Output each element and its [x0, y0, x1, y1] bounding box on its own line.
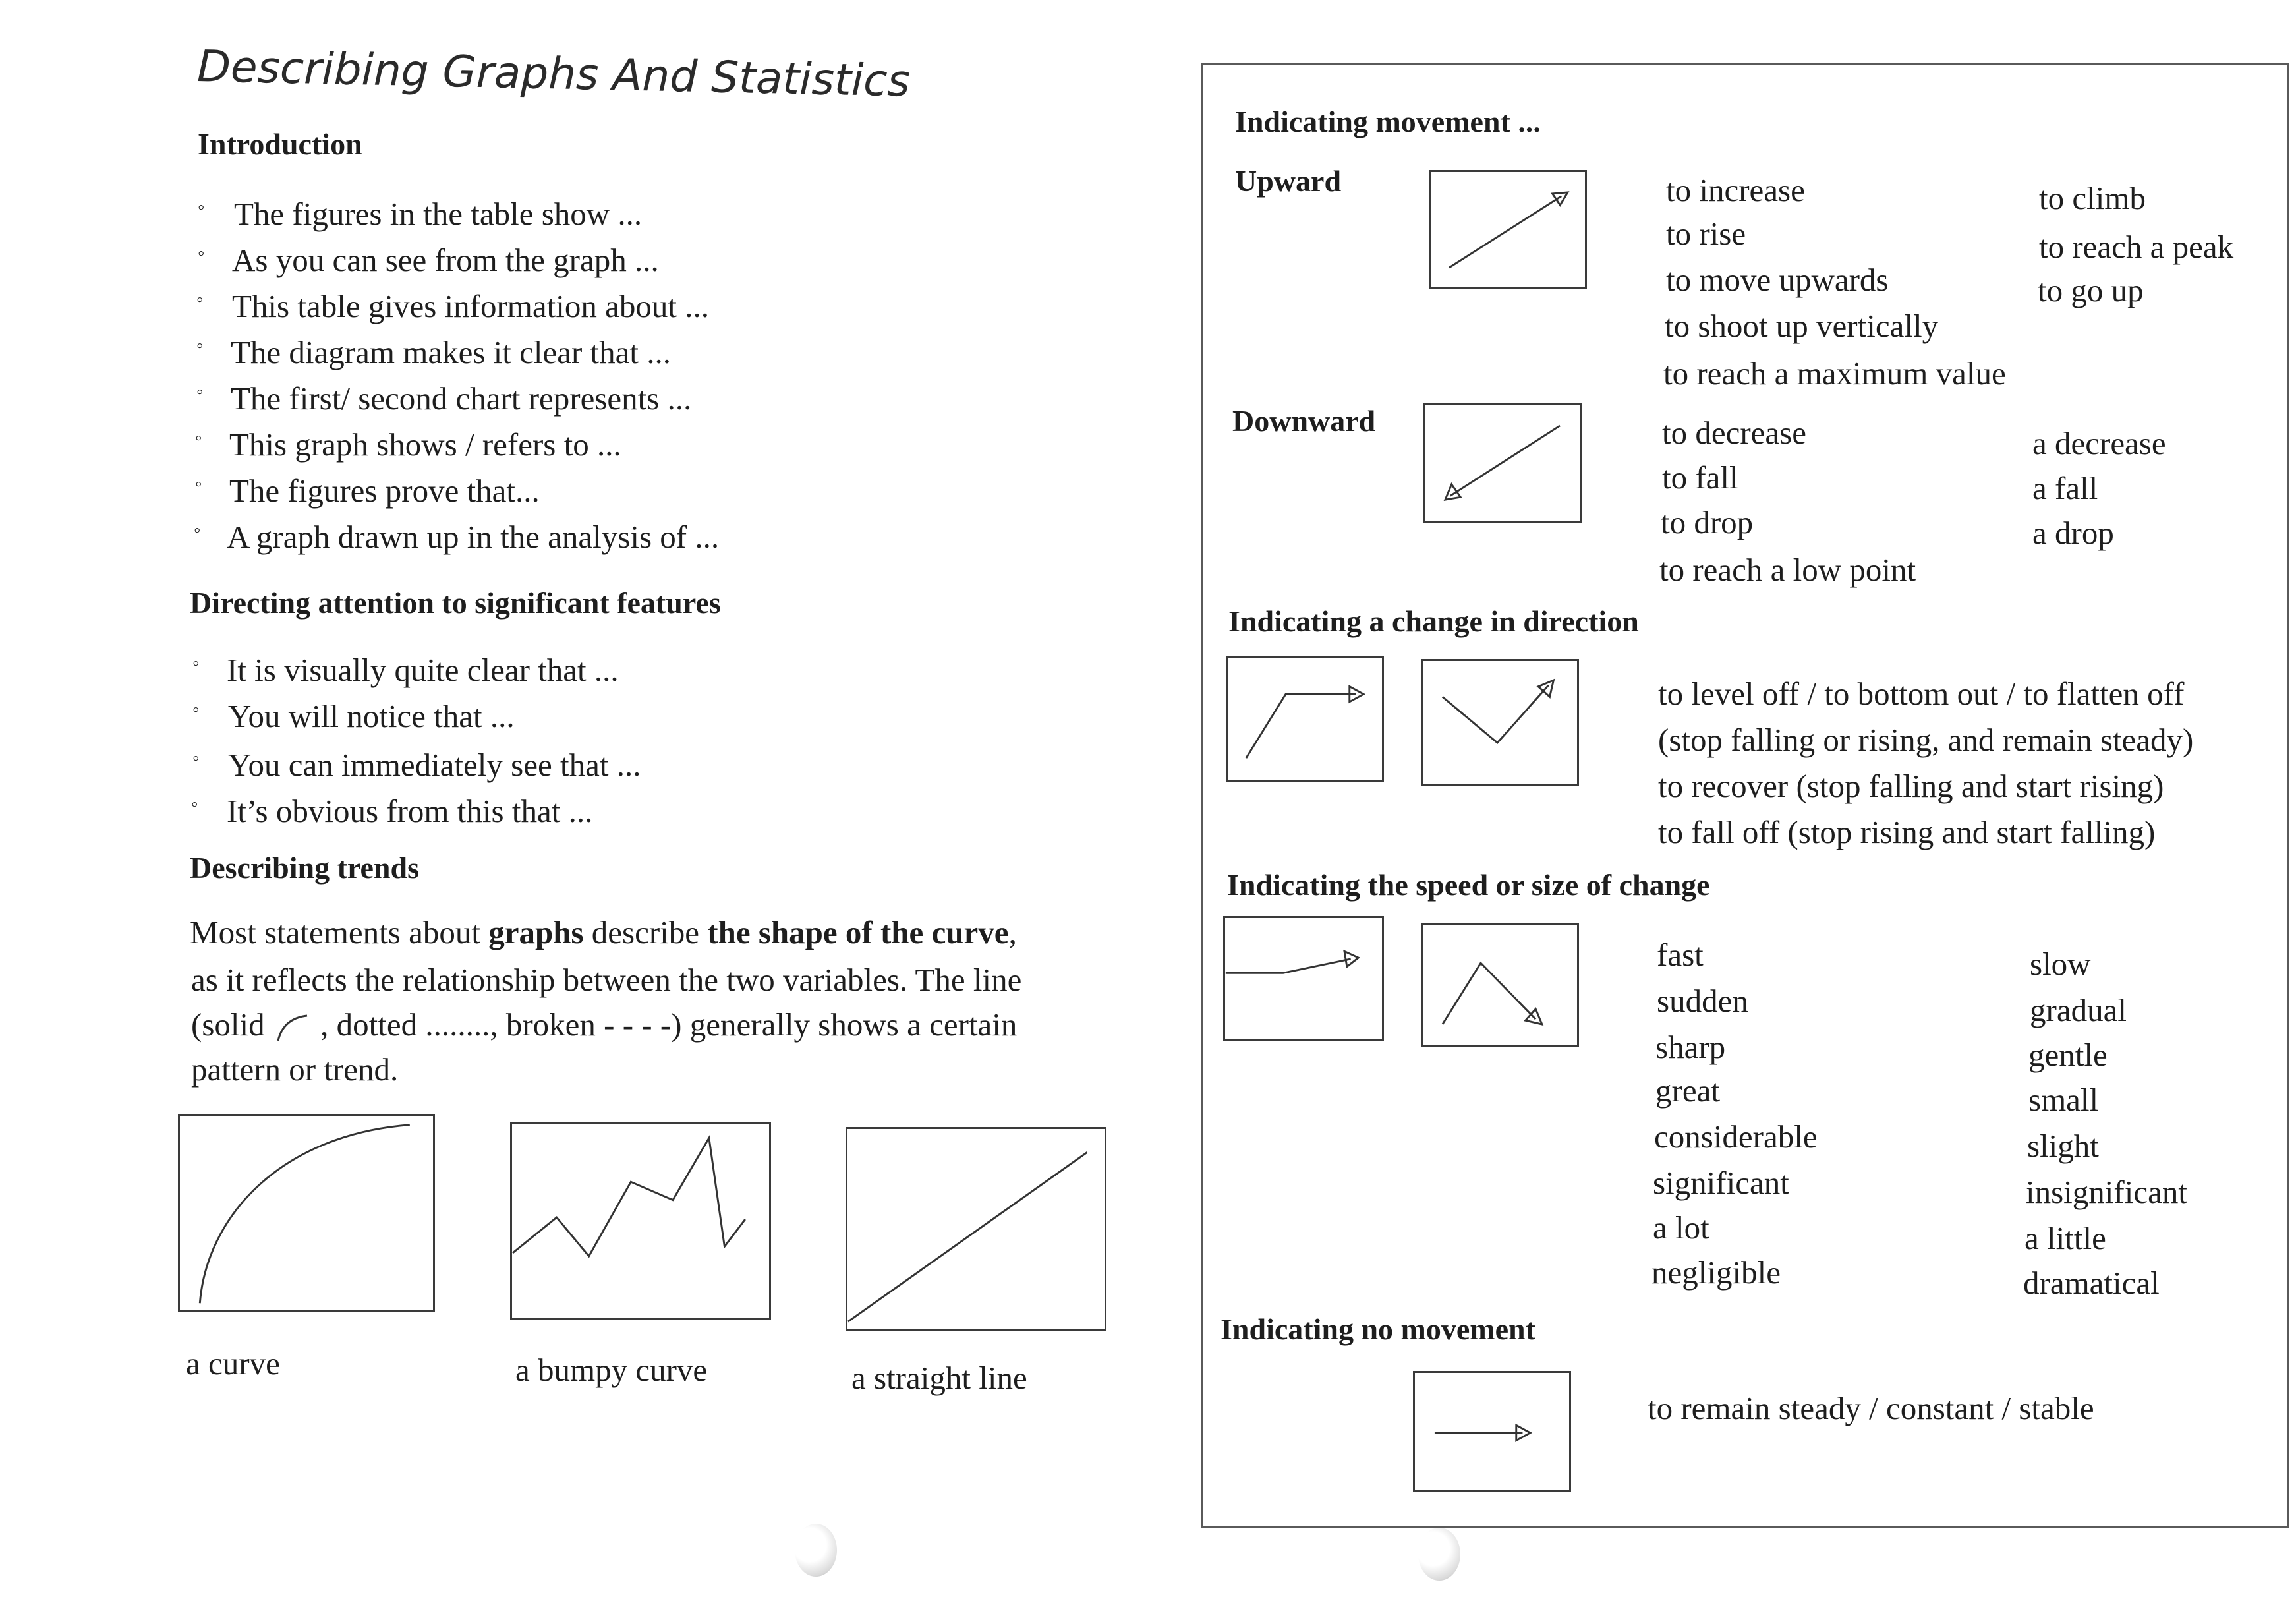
no-movement-figure	[1413, 1371, 1571, 1492]
list-item: ◦	[195, 473, 202, 495]
list-item: sudden	[1657, 983, 1748, 1019]
movement-heading: Indicating movement ...	[1235, 105, 1541, 138]
list-item: A graph drawn up in the analysis of ...	[227, 519, 720, 555]
list-item: ◦	[192, 747, 200, 769]
straight-line-graph-icon	[847, 1129, 1105, 1329]
list-item: to reach a low point	[1659, 552, 1916, 588]
list-item: to fall	[1662, 459, 1738, 496]
sharp-change-arrow-icon	[1423, 925, 1577, 1045]
list-item: slight	[2027, 1128, 2099, 1164]
list-item: to reach a maximum value	[1663, 355, 2006, 392]
list-item: insignificant	[2026, 1174, 2187, 1210]
list-item: ◦	[196, 289, 204, 310]
list-item: ◦	[192, 652, 200, 674]
list-item: to recover (stop falling and start rising)	[1658, 768, 2164, 804]
list-item: considerable	[1654, 1118, 1818, 1155]
list-item: ◦	[194, 519, 201, 541]
trends-paragraph-line1	[190, 914, 1017, 951]
upward-arrow-icon	[1431, 172, 1585, 287]
level-off-arrow-icon	[1228, 658, 1382, 780]
directing-heading: Directing attention to significant features	[190, 586, 721, 620]
recover-arrow-icon	[1423, 661, 1577, 784]
list-item: a lot	[1653, 1209, 1709, 1246]
list-item: to go up	[2038, 272, 2144, 308]
list-item: ◦	[198, 243, 205, 264]
list-item: dramatical	[2023, 1265, 2160, 1301]
list-item: This table gives information about ...	[232, 288, 709, 324]
list-item: negligible	[1651, 1254, 1781, 1290]
bold-run: the shape of the curve	[707, 914, 1009, 950]
curve-graph-icon	[180, 1116, 433, 1310]
list-item: It’s obvious from this that ...	[227, 793, 593, 829]
trends-paragraph-line3	[191, 1006, 1017, 1045]
list-item: This graph shows / refers to ...	[229, 426, 621, 463]
list-item: to increase	[1666, 172, 1805, 208]
solid-curve-icon	[273, 1012, 312, 1045]
caption-curve: a curve	[186, 1345, 280, 1381]
bumpy-curve-figure	[510, 1122, 771, 1320]
list-item: gradual	[2030, 992, 2127, 1028]
punch-hole	[795, 1524, 837, 1577]
downward-arrow-icon	[1425, 405, 1580, 521]
list-item: a little	[2024, 1220, 2106, 1256]
caption-straight-line: a straight line	[851, 1360, 1027, 1396]
text-run: ,	[1008, 914, 1017, 950]
downward-figure	[1423, 403, 1582, 523]
list-item: ◦	[198, 196, 205, 218]
slow-change-figure	[1223, 916, 1384, 1041]
no-movement-heading: Indicating no movement	[1220, 1312, 1535, 1346]
caption-bumpy-curve: a bumpy curve	[515, 1352, 708, 1388]
introduction-heading: Introduction	[198, 127, 362, 161]
trends-paragraph-line2: as it reflects the relationship between the two variables. The line	[191, 962, 1022, 998]
list-item: to fall off (stop rising and start falling)	[1658, 814, 2156, 850]
list-item: to shoot up vertically	[1665, 308, 1939, 344]
curve-figure	[178, 1114, 435, 1312]
list-item: great	[1655, 1072, 1720, 1109]
list-item: to climb	[2039, 180, 2146, 216]
list-item: sharp	[1655, 1029, 1726, 1065]
upward-label: Upward	[1235, 164, 1342, 198]
list-item: fast	[1657, 937, 1704, 973]
list-item: It is visually quite clear that ...	[227, 652, 619, 688]
list-item: ◦	[195, 427, 202, 449]
list-item: to rise	[1666, 216, 1746, 252]
text-run: , dotted ........, broken - - - -) generally shows a certain	[320, 1006, 1018, 1043]
list-item: ◦	[196, 381, 204, 403]
speed-heading: Indicating the speed or size of change	[1227, 868, 1710, 902]
text-run: (solid	[191, 1006, 265, 1043]
steady-arrow-icon	[1415, 1373, 1569, 1490]
text-run: Most statements about	[190, 914, 489, 950]
list-item: a drop	[2032, 515, 2114, 551]
list-item: ◦	[192, 699, 200, 720]
downward-label: Downward	[1232, 404, 1376, 438]
trends-heading: Describing trends	[190, 851, 419, 884]
list-item: small	[2028, 1082, 2099, 1118]
recover-figure	[1421, 659, 1579, 786]
list-item: As you can see from the graph ...	[232, 242, 659, 278]
text-run: describe	[583, 914, 708, 950]
list-item: The first/ second chart represents ...	[231, 380, 692, 417]
list-item: a fall	[2032, 470, 2098, 506]
trends-paragraph-line4: pattern or trend.	[191, 1051, 399, 1088]
list-item: to level off / to bottom out / to flatten off	[1658, 676, 2185, 712]
upward-figure	[1429, 170, 1587, 289]
change-direction-heading: Indicating a change in direction	[1228, 604, 1639, 638]
list-item: to decrease	[1662, 415, 1806, 451]
list-item: ◦	[196, 335, 204, 357]
list-item: You can immediately see that ...	[228, 747, 641, 783]
list-item: significant	[1653, 1165, 1789, 1201]
list-item: slow	[2030, 946, 2091, 982]
list-item: The figures in the table show ...	[234, 196, 643, 232]
bumpy-curve-graph-icon	[512, 1124, 769, 1318]
list-item: to reach a peak	[2039, 229, 2234, 265]
list-item: (stop falling or rising, and remain steady)	[1658, 722, 2194, 758]
level-off-figure	[1226, 656, 1384, 782]
list-item: to drop	[1661, 504, 1754, 540]
list-item: a decrease	[2032, 425, 2166, 461]
bold-run: graphs	[488, 914, 584, 950]
list-item: to move upwards	[1666, 262, 1889, 298]
straight-line-figure	[846, 1127, 1106, 1331]
list-item: You will notice that ...	[228, 698, 515, 734]
no-movement-text: to remain steady / constant / stable	[1648, 1390, 2094, 1426]
list-item: gentle	[2028, 1037, 2108, 1073]
list-item: The figures prove that...	[229, 473, 540, 509]
punch-hole	[1418, 1528, 1460, 1580]
page-title: Describing Graphs And Statistics	[196, 41, 911, 107]
list-item: The diagram makes it clear that ...	[231, 334, 672, 370]
sharp-change-figure	[1421, 923, 1579, 1047]
list-item: ◦	[191, 794, 198, 815]
slow-change-arrow-icon	[1225, 918, 1382, 1039]
